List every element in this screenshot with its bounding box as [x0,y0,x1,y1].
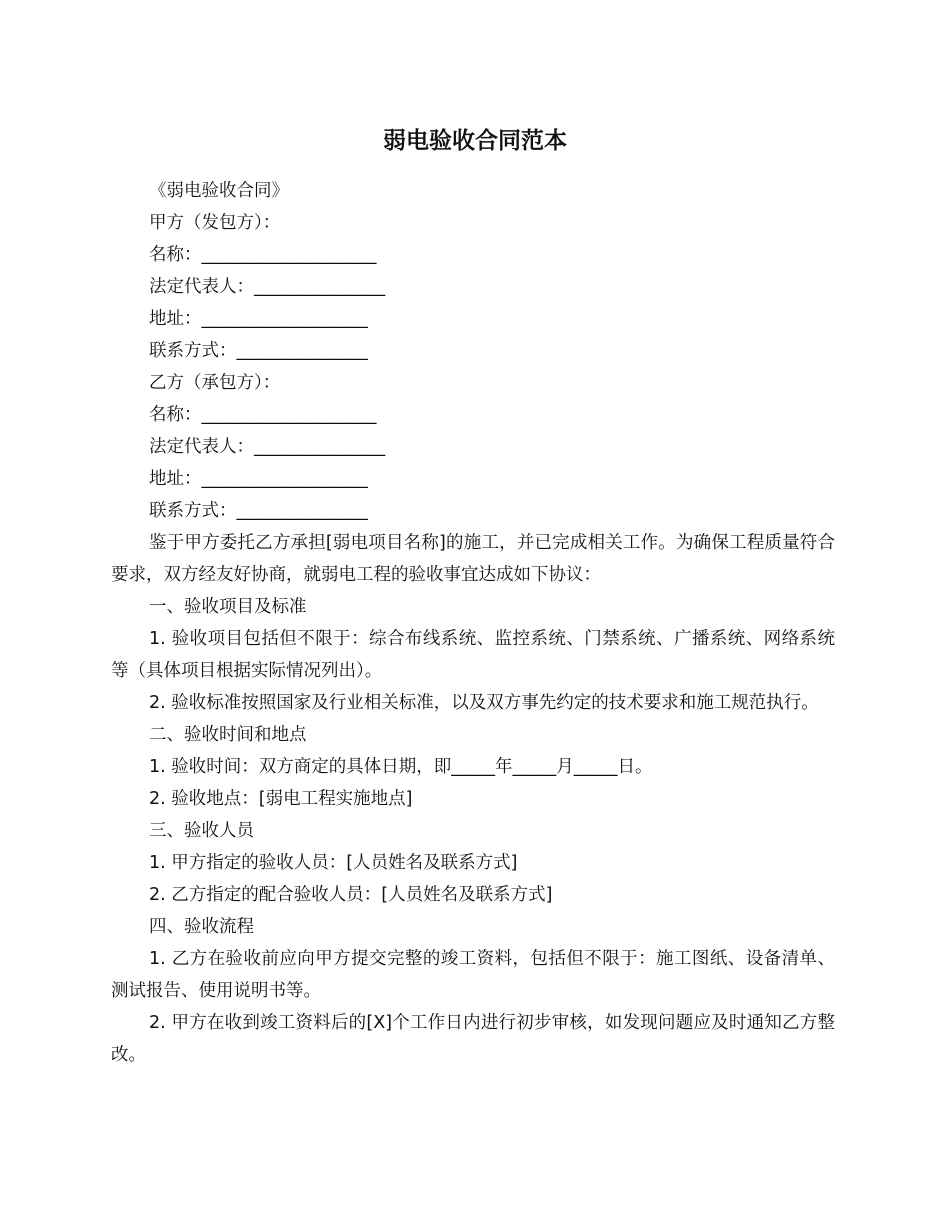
section-1-heading: 一、验收项目及标准 [149,597,307,617]
section-4-heading: 四、验收流程 [149,917,254,937]
section-3-item-1: 1. 甲方指定的验收人员：[人员姓名及联系方式] [149,853,518,873]
party-a-representative-field: 法定代表人：_______________ [149,277,386,297]
section-4-item-2: 2. 甲方在收到竣工资料后的[X]个工作日内进行初步审核，如发现问题应及时通知乙方整改。 [111,1013,835,1065]
document-title: 弱电验收合同范本 [383,128,567,154]
section-3-heading: 三、验收人员 [149,821,254,841]
section-3-item-2: 2. 乙方指定的配合验收人员：[人员姓名及联系方式] [149,885,553,905]
party-b-address-field: 地址：___________________ [149,469,368,489]
document-body [111,175,835,1071]
preamble-paragraph: 鉴于甲方委托乙方承担[弱电项目名称]的施工，并已完成相关工作。为确保工程质量符合要求，双方经友好协商，就弱电工程的验收事宜达成如下协议： [111,533,835,585]
party-a-name-field: 名称：____________________ [149,245,377,265]
section-1-item-1: 1. 验收项目包括但不限于：综合布线系统、监控系统、门禁系统、广播系统、网络系统等（具体项目根据实际情况列出）。 [111,629,835,681]
section-2-item-2: 2. 验收地点：[弱电工程实施地点] [149,789,413,809]
contract-name-line: 《弱电验收合同》 [149,181,289,201]
section-4-item-1: 1. 乙方在验收前应向甲方提交完整的竣工资料，包括但不限于：施工图纸、设备清单、测试报告、使用说明书等。 [111,949,835,1001]
party-b-heading: 乙方（承包方）： [149,373,281,393]
party-a-contact-field: 联系方式：_______________ [149,341,368,361]
party-a-heading: 甲方（发包方）： [149,213,281,233]
section-2-item-1: 1. 验收时间：双方商定的具体日期，即_____年_____月_____日。 [149,757,653,777]
party-b-contact-field: 联系方式：_______________ [149,501,368,521]
party-a-address-field: 地址：___________________ [149,309,368,329]
party-b-representative-field: 法定代表人：_______________ [149,437,386,457]
section-2-heading: 二、验收时间和地点 [149,725,307,745]
section-1-item-2: 2. 验收标准按照国家及行业相关标准，以及双方事先约定的技术要求和施工规范执行。 [149,693,819,713]
party-b-name-field: 名称：____________________ [149,405,377,425]
